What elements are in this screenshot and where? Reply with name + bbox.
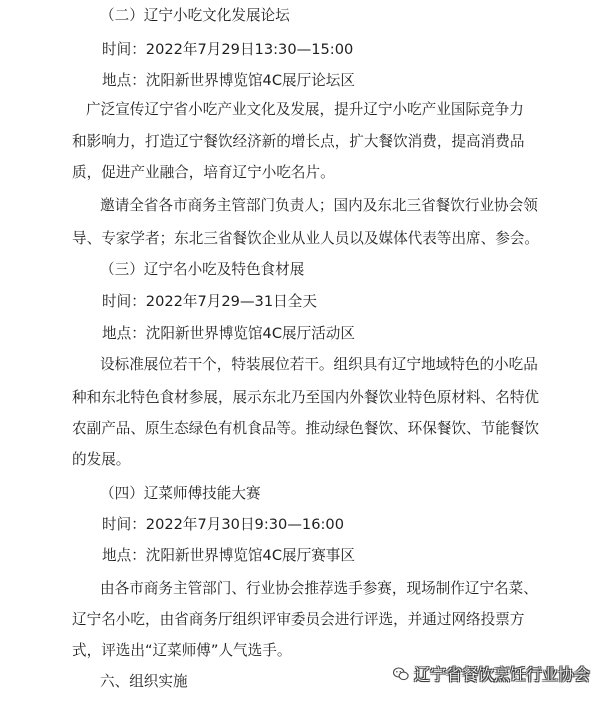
paragraph-line: 辽宁名小吃，由省商务厅组织评审委员会进行评选，并通过网络投票方 bbox=[72, 611, 525, 628]
location-line-2: 地点：沈阳新世界博览馆4C展厅论坛区 bbox=[102, 72, 355, 89]
watermark bbox=[392, 662, 590, 685]
paragraph-line: 广泛宣传辽宁省小吃产业文化及发展，提升辽宁小吃产业国际竞争力 bbox=[86, 101, 524, 118]
paragraph-line: 种和东北特色食材参展，展示东北乃至国内外餐饮业特色原材料、名特优 bbox=[72, 389, 540, 406]
paragraph-line: 农副产品、原生态绿色有机食品等。推动绿色餐饮、环保餐饮、节能餐饮 bbox=[72, 420, 540, 437]
paragraph-line: 导、专家学者；东北三省餐饮企业从业人员以及媒体代表等出席、参会。 bbox=[72, 230, 540, 247]
section-heading-6: 六、组织实施 bbox=[100, 673, 188, 690]
time-line-4: 时间：2022年7月30日9:30—16:00 bbox=[102, 516, 344, 533]
paragraph-line: 设标准展位若干个，特装展位若干。组织具有辽宁地域特色的小吃品 bbox=[100, 356, 538, 373]
paragraph-line: 的发展。 bbox=[72, 451, 131, 468]
wechat-icon bbox=[392, 665, 410, 683]
time-line-3: 时间：2022年7月29—31日全天 bbox=[102, 293, 317, 310]
section-heading-4: （四）辽菜师傅技能大赛 bbox=[100, 485, 261, 502]
section-heading-2: （二）辽宁小吃文化发展论坛 bbox=[100, 7, 290, 24]
section-heading-3: （三）辽宁名小吃及特色食材展 bbox=[100, 261, 305, 278]
paragraph-line: 由各市商务主管部门、行业协会推荐选手参赛，现场制作辽宁名菜、 bbox=[100, 580, 538, 597]
watermark-text: 辽宁省餐饮烹饪行业协会 bbox=[413, 665, 590, 684]
paragraph-line: 质，促进产业融合，培育辽宁小吃名片。 bbox=[72, 164, 335, 181]
location-line-4: 地点：沈阳新世界博览馆4C展厅赛事区 bbox=[102, 547, 355, 564]
paragraph-line: 邀请全省各市商务主管部门负责人；国内及东北三省餐饮行业协会领 bbox=[100, 197, 538, 214]
paragraph-line: 和影响力，打造辽宁餐饮经济新的增长点，扩大餐饮消费，提高消费品 bbox=[72, 133, 525, 150]
location-line-3: 地点：沈阳新世界博览馆4C展厅活动区 bbox=[102, 325, 355, 342]
paragraph-line: 式，评选出“辽菜师傅”人气选手。 bbox=[72, 642, 292, 659]
time-line-2: 时间：2022年7月29日13:30—15:00 bbox=[102, 41, 354, 58]
